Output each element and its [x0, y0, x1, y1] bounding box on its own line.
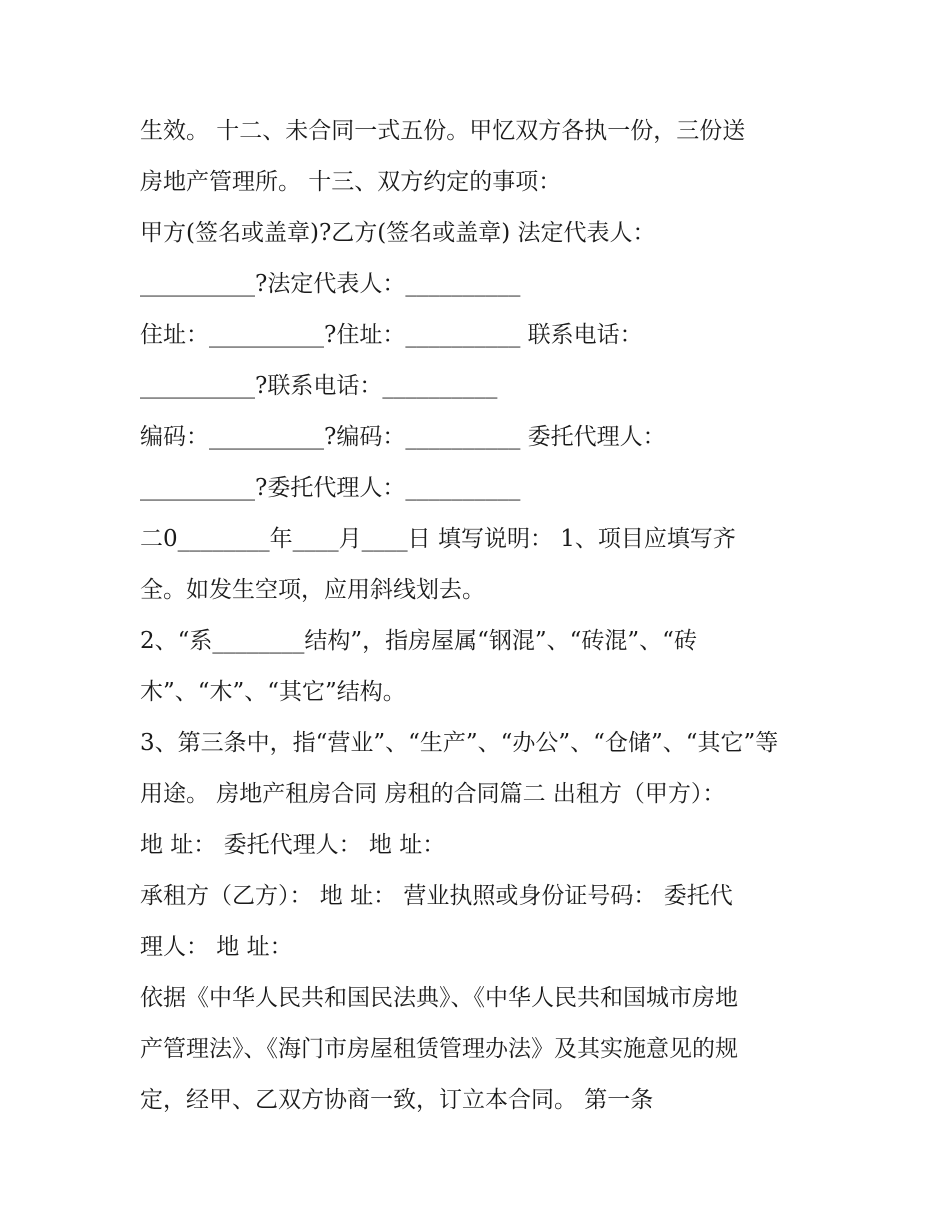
text-line: 生效。 十二、未合同一式五份。甲忆双方各执一份，三份送: [140, 118, 746, 144]
text-line: 二0________年____月____日 填写说明： 1、项目应填写齐: [140, 526, 736, 552]
text-line: 3、第三条中，指“营业”、“生产”、“办公”、“仓储”、“其它”等: [140, 730, 779, 756]
contract-text: [140, 106, 820, 1126]
text-line: 住址：__________?住址：__________ 联系电话：: [140, 322, 643, 348]
text-line: 编码：__________?编码：__________ 委托代理人：: [140, 424, 666, 450]
text-line: 理人： 地 址：: [140, 934, 293, 960]
text-line: 甲方(签名或盖章)?乙方(签名或盖章) 法定代表人：: [140, 220, 656, 246]
text-line: __________?法定代表人：__________: [140, 271, 521, 297]
text-line: __________?委托代理人：__________: [140, 475, 521, 501]
text-line: 房地产管理所。 十三、双方约定的事项：: [140, 169, 562, 195]
text-line: 木”、“木”、“其它”结构。: [140, 679, 406, 705]
text-line: 全。如发生空项，应用斜线划去。: [140, 577, 485, 603]
text-line: 产管理法》、《海门市房屋租赁管理办法》及其实施意见的规: [140, 1036, 738, 1062]
text-line: 定，经甲、乙双方协商一致，订立本合同。 第一条: [140, 1087, 654, 1113]
text-line: 承租方（乙方）： 地 址： 营业执照或身份证号码： 委托代: [140, 883, 733, 909]
text-line: 依据《中华人民共和国民法典》、《中华人民共和国城市房地: [140, 985, 738, 1011]
text-line: 2、“系________结构”，指房屋属“钢混”、“砖混”、“砖: [140, 628, 697, 654]
text-line: 用途。 房地产租房合同 房租的合同篇二 出租方（甲方）：: [140, 781, 726, 807]
text-line: __________?联系电话：__________: [140, 373, 498, 399]
text-line: 地 址： 委托代理人： 地 址：: [140, 832, 446, 858]
